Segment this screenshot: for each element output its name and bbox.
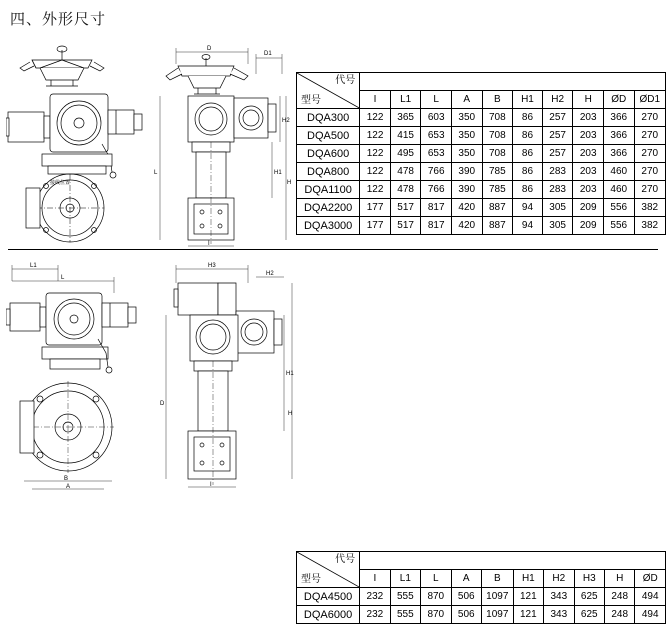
column-header: L1 (390, 570, 420, 588)
table-header-row (297, 73, 666, 91)
column-header: B (482, 91, 513, 109)
column-header: L (421, 91, 452, 109)
cell: 766 (421, 163, 452, 181)
cell: 350 (451, 127, 482, 145)
cell: 177 (360, 217, 391, 235)
row-model: DQA600 (297, 145, 360, 163)
cell: 270 (634, 145, 665, 163)
cell: 517 (390, 217, 421, 235)
cell: 232 (360, 606, 390, 624)
cell: 232 (360, 588, 390, 606)
cell: 366 (603, 127, 634, 145)
cell: 382 (634, 217, 665, 235)
corner-model-label: 型号 (301, 95, 321, 106)
cell: 708 (482, 109, 513, 127)
column-header: ØD (635, 570, 666, 588)
cell: 305 (542, 199, 573, 217)
column-header: L1 (390, 91, 421, 109)
svg-text:B: B (64, 476, 69, 482)
cell: 420 (451, 217, 482, 235)
table-row (297, 199, 666, 217)
cell: 708 (482, 127, 513, 145)
table-row (297, 606, 666, 624)
cell: 870 (421, 588, 451, 606)
table-row (297, 181, 666, 199)
cell: 506 (451, 588, 481, 606)
cell: 209 (573, 199, 604, 217)
row-model: DQA4500 (297, 588, 360, 606)
cell: 1097 (481, 588, 513, 606)
svg-text:H3: H3 (208, 263, 216, 269)
cell: 350 (451, 109, 482, 127)
cell: 86 (513, 145, 543, 163)
cell: 209 (573, 217, 604, 235)
table-row (297, 145, 666, 163)
section-divider (8, 249, 658, 250)
corner-model-label: 型号 (301, 574, 321, 585)
row-model: DQA800 (297, 163, 360, 181)
cell: 121 (513, 606, 543, 624)
cell: 887 (482, 217, 513, 235)
header-blank (360, 552, 666, 570)
cell: 257 (542, 145, 573, 163)
cell: 94 (513, 199, 543, 217)
corner-code-label: 代号 (335, 75, 356, 86)
cell: 203 (573, 127, 604, 145)
cell: 248 (604, 588, 634, 606)
svg-text:D1: D1 (264, 51, 272, 57)
table-row (297, 217, 666, 235)
cell: 121 (513, 588, 543, 606)
cell: 478 (390, 163, 421, 181)
column-header: ØD1 (634, 91, 665, 109)
column-header: L (421, 570, 451, 588)
cell: 366 (603, 109, 634, 127)
column-header: A (451, 91, 482, 109)
cell: 817 (421, 217, 452, 235)
cell: 86 (513, 127, 543, 145)
cell: 365 (390, 109, 421, 127)
cell: 766 (421, 181, 452, 199)
cell: 270 (634, 163, 665, 181)
drawing-top-left (6, 38, 151, 246)
row-model: DQA6000 (297, 606, 360, 624)
section-lower (0, 255, 666, 621)
cell: 555 (390, 588, 420, 606)
cell: 203 (573, 163, 604, 181)
cell: 420 (451, 199, 482, 217)
cell: 122 (360, 181, 391, 199)
cell: 86 (513, 181, 543, 199)
header-blank (360, 73, 666, 91)
cell: 870 (421, 606, 451, 624)
cell: 478 (390, 181, 421, 199)
svg-text:I: I (210, 482, 212, 488)
column-header: H (604, 570, 634, 588)
cell: 257 (542, 127, 573, 145)
svg-text:L: L (61, 275, 65, 281)
row-model: DQA1100 (297, 181, 360, 199)
svg-text:接线位置: 接线位置 (50, 180, 71, 186)
table-row (297, 588, 666, 606)
corner-code-label: 代号 (335, 554, 356, 565)
column-header: H2 (542, 91, 573, 109)
column-header: H3 (574, 570, 604, 588)
corner-header-cell (297, 552, 360, 588)
drawing-top-right (152, 34, 292, 249)
svg-text:H1: H1 (286, 371, 294, 377)
svg-text:H: H (288, 411, 293, 417)
cell: 494 (635, 588, 666, 606)
cell: 270 (634, 181, 665, 199)
page-title: 四、外形尺寸 (10, 11, 107, 28)
cell: 366 (603, 145, 634, 163)
cell: 494 (635, 606, 666, 624)
table-row (297, 163, 666, 181)
cell: 203 (573, 109, 604, 127)
cell: 122 (360, 145, 391, 163)
cell: 506 (451, 606, 481, 624)
cell: 653 (421, 145, 452, 163)
column-header: ØD (603, 91, 634, 109)
cell: 460 (603, 163, 634, 181)
svg-text:A: A (66, 484, 71, 490)
table-row (297, 109, 666, 127)
svg-text:H: H (287, 180, 292, 186)
row-model: DQA2200 (297, 199, 360, 217)
svg-text:D: D (207, 46, 212, 52)
cell: 390 (451, 163, 482, 181)
cell: 283 (542, 163, 573, 181)
cell: 257 (542, 109, 573, 127)
column-header: B (481, 570, 513, 588)
cell: 517 (390, 199, 421, 217)
column-header: I (360, 91, 391, 109)
cell: 283 (542, 181, 573, 199)
svg-text:H2: H2 (266, 271, 274, 277)
section-upper (0, 34, 666, 249)
cell: 415 (390, 127, 421, 145)
drawing-bottom-right (156, 255, 296, 495)
cell: 350 (451, 145, 482, 163)
column-header: H (573, 91, 604, 109)
cell: 343 (544, 606, 574, 624)
cell: 382 (634, 199, 665, 217)
cell: 625 (574, 606, 604, 624)
cell: 177 (360, 199, 391, 217)
column-header: H1 (513, 570, 543, 588)
cell: 555 (390, 606, 420, 624)
svg-text:L1: L1 (30, 263, 37, 269)
cell: 122 (360, 127, 391, 145)
cell: 708 (482, 145, 513, 163)
cell: 817 (421, 199, 452, 217)
spec-table-upper (296, 72, 666, 235)
cell: 785 (482, 163, 513, 181)
cell: 556 (603, 199, 634, 217)
cell: 305 (542, 217, 573, 235)
column-header: I (360, 570, 390, 588)
cell: 1097 (481, 606, 513, 624)
table-row (297, 127, 666, 145)
cell: 86 (513, 109, 543, 127)
cell: 343 (544, 588, 574, 606)
row-model: DQA3000 (297, 217, 360, 235)
cell: 122 (360, 163, 391, 181)
cell: 887 (482, 199, 513, 217)
cell: 390 (451, 181, 482, 199)
cell: 653 (421, 127, 452, 145)
cell: 122 (360, 109, 391, 127)
cell: 495 (390, 145, 421, 163)
cell: 203 (573, 145, 604, 163)
cell: 270 (634, 127, 665, 145)
cell: 460 (603, 181, 634, 199)
svg-text:L: L (154, 170, 158, 176)
cell: 203 (573, 181, 604, 199)
cell: 86 (513, 163, 543, 181)
svg-text:D: D (160, 401, 165, 407)
spec-table-lower (296, 551, 666, 624)
cell: 248 (604, 606, 634, 624)
cell: 270 (634, 109, 665, 127)
corner-header-cell (297, 73, 360, 109)
row-model: DQA300 (297, 109, 360, 127)
cell: 556 (603, 217, 634, 235)
column-header: A (451, 570, 481, 588)
cell: 94 (513, 217, 543, 235)
svg-text:I: I (208, 241, 210, 247)
table-header-row (297, 552, 666, 570)
cell: 603 (421, 109, 452, 127)
column-header: H2 (544, 570, 574, 588)
cell: 625 (574, 588, 604, 606)
cell: 785 (482, 181, 513, 199)
drawing-bottom-left (6, 259, 156, 494)
svg-text:H2: H2 (282, 118, 290, 124)
column-header: H1 (513, 91, 543, 109)
svg-text:H1: H1 (274, 170, 282, 176)
row-model: DQA500 (297, 127, 360, 145)
